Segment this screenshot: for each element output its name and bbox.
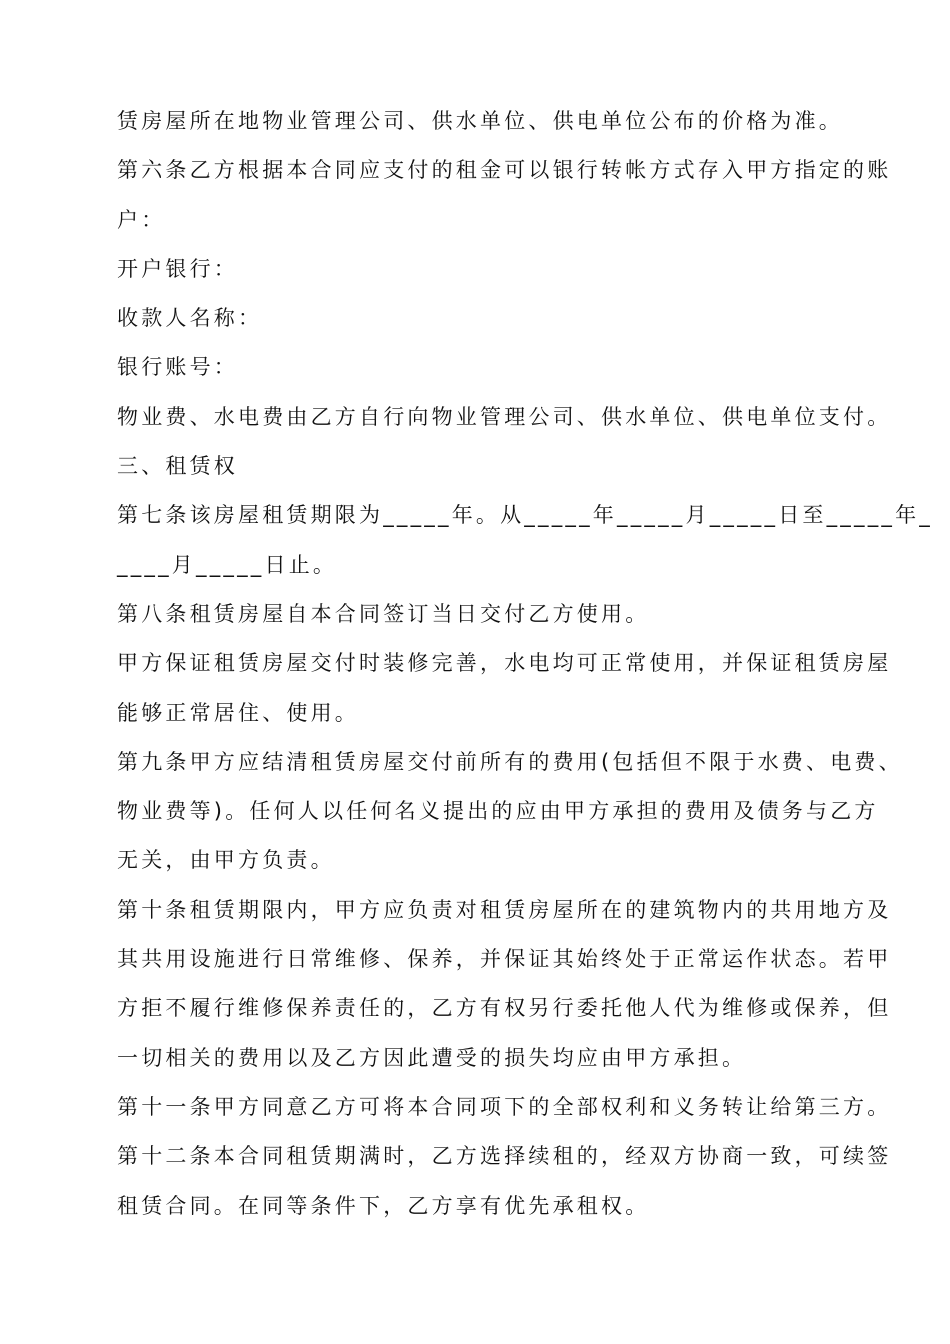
text-line: 第十二条本合同租赁期满时，乙方选择续租的，经双方协商一致，可续签: [117, 1144, 892, 1169]
text-line: 其共用设施进行日常维修、保养，并保证其始终处于正常运作状态。若甲: [117, 947, 892, 972]
text-line: 第九条甲方应结清租赁房屋交付前所有的费用(包括但不限于水费、电费、: [117, 749, 903, 774]
text-line: 户：: [117, 207, 166, 232]
text-line: 第十条租赁期限内，甲方应负责对租赁房屋所在的建筑物内的共用地方及: [117, 897, 892, 922]
text-line: 第六条乙方根据本合同应支付的租金可以银行转帐方式存入甲方指定的账: [117, 158, 892, 183]
contract-text: [117, 103, 933, 1237]
text-line: 第七条该房屋租赁期限为_____年。从_____年_____月_____日至_____年_: [117, 503, 933, 528]
text-line: 无关，由甲方负责。: [117, 848, 335, 873]
payee-name-field-label: 收款人名称：: [117, 306, 263, 331]
section-heading: 三、租赁权: [117, 454, 238, 479]
text-line: 第八条租赁房屋自本合同签订当日交付乙方使用。: [117, 601, 650, 626]
bank-name-field-label: 开户银行：: [117, 256, 238, 281]
text-line: 第十一条甲方同意乙方可将本合同项下的全部权利和义务转让给第三方。: [117, 1094, 892, 1119]
text-line: 租赁合同。在同等条件下，乙方享有优先承租权。: [117, 1193, 650, 1218]
text-line: 物业费等)。任何人以任何名义提出的应由甲方承担的费用及债务与乙方: [117, 799, 879, 824]
text-line: 物业费、水电费由乙方自行向物业管理公司、供水单位、供电单位支付。: [117, 404, 892, 429]
text-line: 赁房屋所在地物业管理公司、供水单位、供电单位公布的价格为准。: [117, 109, 843, 133]
account-number-field-label: 银行账号：: [117, 355, 238, 380]
text-line: 方拒不履行维修保养责任的，乙方有权另行委托他人代为维修或保养，但: [117, 996, 892, 1021]
text-line: 能够正常居住、使用。: [117, 700, 359, 725]
text-line: 一切相关的费用以及乙方因此遭受的损失均应由甲方承担。: [117, 1045, 747, 1070]
text-line: ____月_____日止。: [117, 552, 338, 577]
text-line: 甲方保证租赁房屋交付时装修完善，水电均可正常使用，并保证租赁房屋: [117, 651, 892, 676]
